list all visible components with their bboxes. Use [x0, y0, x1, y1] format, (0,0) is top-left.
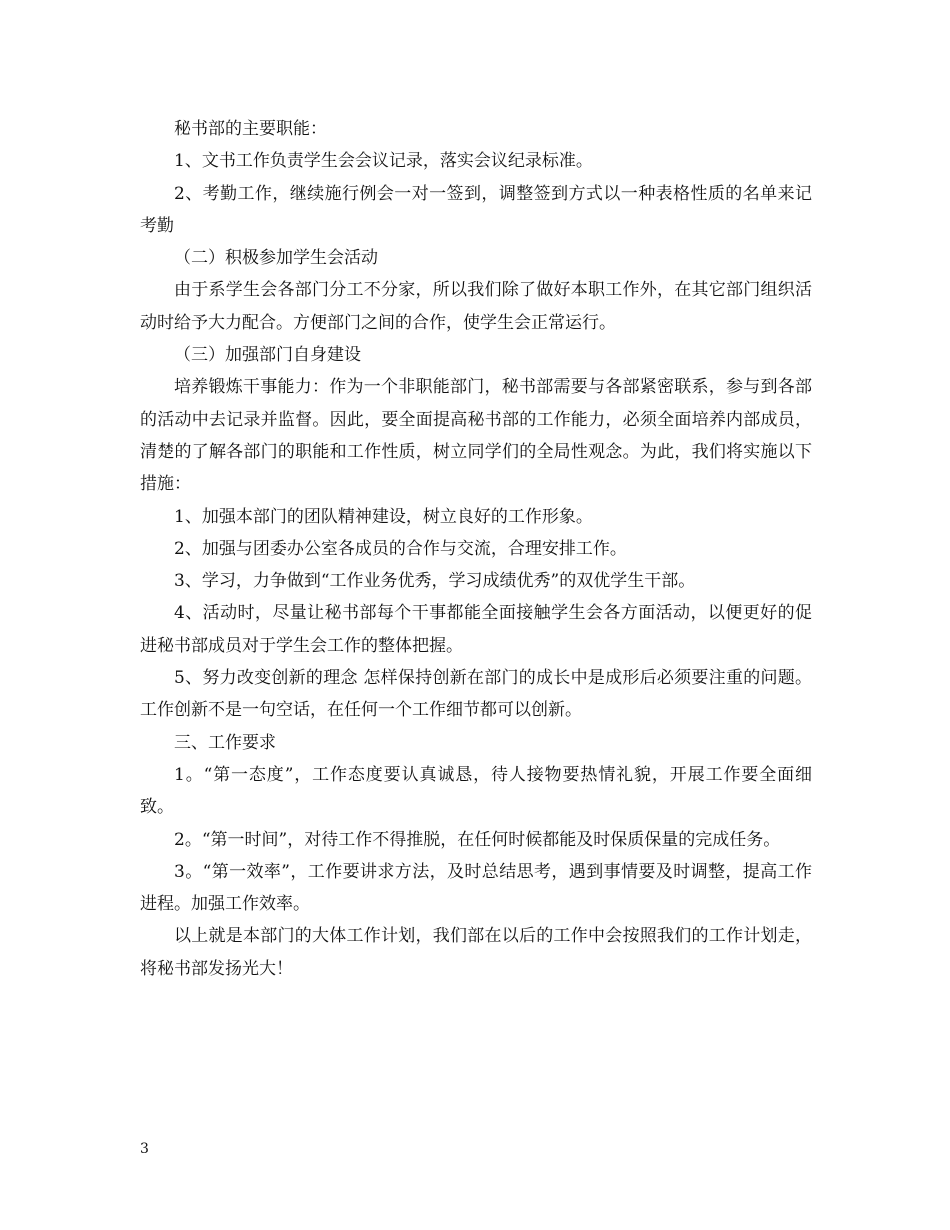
paragraph-measure-1: 1、加强本部门的团队精神建设，树立良好的工作形象。: [174, 506, 593, 527]
section-heading-self-building: （三）加强部门自身建设: [174, 345, 361, 366]
paragraph-measure-2: 2、加强与团委办公室各成员的合作与交流，合理安排工作。: [174, 538, 627, 559]
paragraph-measure-5: 5、努力改变创新的理念 怎样保持创新在部门的成长中是成形后必须要注重的问题。工作创新不是一句空话，在任何一个工作细节都可以创新。: [140, 668, 812, 721]
paragraph-item-attendance: 2、考勤工作，继续施行例会一对一签到，调整签到方式以一种表格性质的名单来记考勤: [140, 183, 812, 236]
paragraph-conclusion: 以上就是本部门的大体工作计划，我们部在以后的工作中会按照我们的工作计划走，将秘书部发扬光大！: [140, 926, 812, 979]
paragraph-item-documents: 1、文书工作负责学生会会议记录，落实会议纪录标准。: [174, 151, 593, 172]
page-number: 3: [140, 1141, 149, 1157]
document-body: [140, 113, 812, 985]
paragraph-cooperation: 由于系学生会各部门分工不分家，所以我们除了做好本职工作外，在其它部门组织活动时给予大力配合。方便部门之间的合作，使学生会正常运行。: [140, 280, 812, 333]
section-heading-requirements: 三、工作要求: [174, 732, 276, 753]
paragraph-functions-heading: 秘书部的主要职能：: [174, 119, 327, 139]
section-heading-activities: （二）积极参加学生会活动: [174, 248, 378, 269]
paragraph-requirement-2: 2。“第一时间”，对待工作不得推脱，在任何时候都能及时保质保量的完成任务。: [174, 829, 781, 850]
paragraph-requirement-3: 3。“第一效率”，工作要讲求方法，及时总结思考，遇到事情要及时调整，提高工作进程。加强工作效率。: [140, 861, 812, 915]
paragraph-training: 培养锻炼干事能力：作为一个非职能部门，秘书部需要与各部紧密联系，参与到各部的活动中去记录并监督。因此，要全面提高秘书部的工作能力，必须全面培养内部成员，清楚的了解各部门的职能和工作性质，树立同学们的全局性观念。为此，我们将实施以下措施：: [140, 377, 812, 495]
paragraph-requirement-1: 1。“第一态度”，工作态度要认真诚恳，待人接物要热情礼貌，开展工作要全面细致。: [140, 764, 812, 818]
paragraph-measure-4: 4、活动时，尽量让秘书部每个干事都能全面接触学生会各方面活动，以便更好的促进秘书部成员对于学生会工作的整体把握。: [140, 603, 812, 656]
paragraph-measure-3: 3、学习，力争做到“工作业务优秀，学习成绩优秀”的双优学生干部。: [174, 571, 696, 592]
